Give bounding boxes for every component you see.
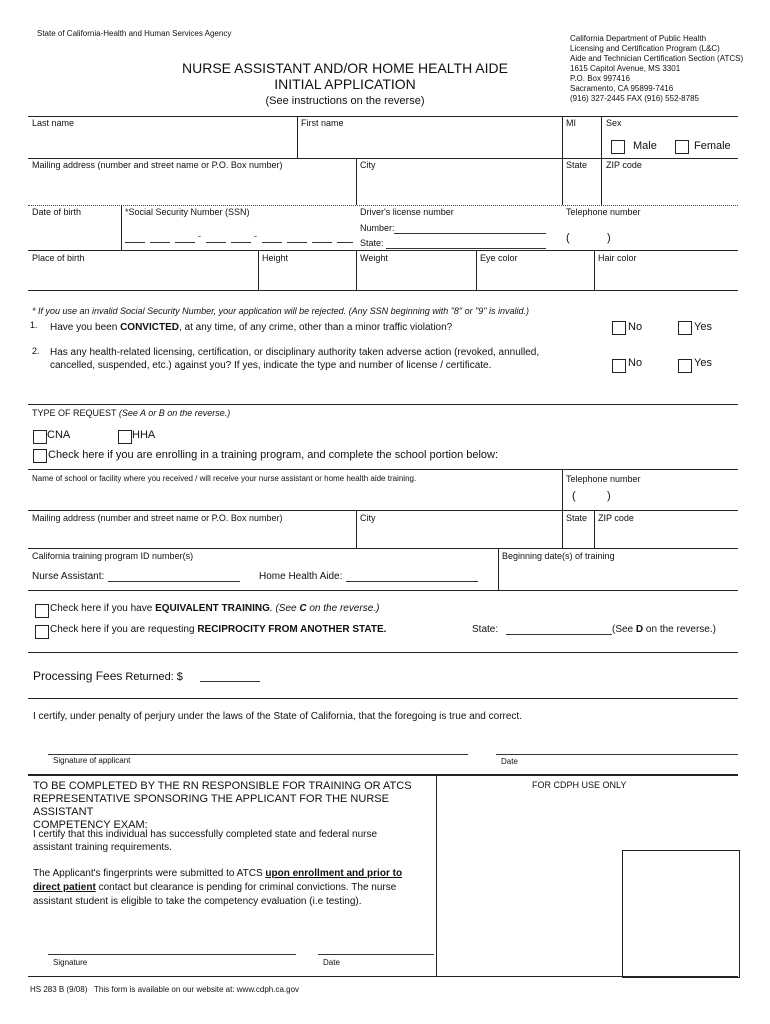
rule bbox=[28, 205, 738, 206]
school-phone-label: Telephone number bbox=[566, 474, 641, 484]
q1-text: Have you been CONVICTED, at any time, of any crime, other than a minor traffic violation? bbox=[50, 322, 453, 333]
ssn-digit[interactable] bbox=[262, 242, 282, 243]
rn-date-label: Date bbox=[323, 958, 340, 967]
reciprocity-state-field[interactable] bbox=[506, 634, 612, 635]
phone-paren-close: ) bbox=[607, 232, 611, 244]
ssn-digit[interactable] bbox=[337, 242, 353, 243]
fingerprint-statement: The Applicant's fingerprints were submitted to ATCS upon enrollment and prior to direct patient contact but clearance is pending for criminal convictions. The nurse assistant student is eligible to take the competency evaluation (i.e testing). bbox=[33, 868, 403, 907]
dl-label: Driver's license number bbox=[360, 207, 454, 217]
school-phone-paren-open: ( bbox=[572, 490, 576, 502]
phone-label: Telephone number bbox=[566, 207, 641, 217]
rn-signature-field[interactable] bbox=[48, 954, 296, 955]
q2-number: 2. bbox=[32, 346, 40, 356]
divider bbox=[356, 510, 357, 548]
divider bbox=[594, 510, 595, 548]
rule bbox=[28, 976, 738, 977]
rule bbox=[28, 404, 738, 405]
ssn-label: *Social Security Number (SSN) bbox=[125, 207, 250, 217]
school-phone-paren-close: ) bbox=[607, 490, 611, 502]
reciprocity-state-label: State: bbox=[472, 624, 499, 635]
dept-address: California Department of Public Health Licensing and Certification Program (L&C) Aide and Technician Certification Section (ATCS) 1615 Capitol Avenue, MS 3301 P.O. Box 997416 Sacramento, CA 95899-7416 (916) 327-2445 FAX (916) 552-8785 bbox=[570, 34, 744, 103]
rn-date-field[interactable] bbox=[318, 954, 434, 955]
q2-yes-checkbox[interactable] bbox=[678, 359, 692, 373]
q1-no-label: No bbox=[628, 321, 643, 333]
equivalent-checkbox[interactable] bbox=[35, 604, 49, 618]
rn-heading: TO BE COMPLETED BY THE RN RESPONSIBLE FOR TRAINING OR ATCS REPRESENTATIVE SPONSORING THE APPLICANT FOR THE NURSE ASSISTANT COMPETENCY EXAM: bbox=[33, 780, 412, 831]
q1-number: 1. bbox=[30, 320, 38, 330]
school-state-label: State bbox=[566, 513, 588, 523]
divider bbox=[476, 250, 477, 290]
cna-checkbox[interactable] bbox=[33, 430, 47, 444]
ssn-digit[interactable] bbox=[175, 242, 195, 243]
certify-statement: I certify, under penalty of perjury under the laws of the State of California, that the foregoing is true and correct. bbox=[33, 711, 522, 722]
rule bbox=[28, 116, 738, 117]
q1-no-checkbox[interactable] bbox=[612, 321, 626, 335]
school-name-label: Name of school or facility where you received / will receive your nurse assistant or home health aide training. bbox=[32, 474, 417, 483]
hha-id-label: Home Health Aide: bbox=[259, 571, 343, 582]
rule bbox=[28, 698, 738, 699]
reciprocity-label: Check here if you are requesting RECIPROCITY FROM ANOTHER STATE. bbox=[50, 624, 387, 635]
subtitle: (See instructions on the reverse) bbox=[265, 95, 425, 107]
dl-state-field[interactable] bbox=[386, 248, 546, 249]
eye-label: Eye color bbox=[480, 253, 518, 263]
rule bbox=[28, 250, 738, 251]
ssn-digit[interactable] bbox=[125, 242, 145, 243]
ssn-dash: - bbox=[254, 231, 257, 241]
female-label: Female bbox=[694, 140, 731, 152]
divider bbox=[436, 774, 437, 976]
school-mailing-label: Mailing address (number and street name or P.O. Box number) bbox=[32, 513, 283, 523]
ssn-dash: - bbox=[198, 231, 201, 241]
footer: HS 283 B (9/08) This form is available on our website at: www.cdph.ca.gov bbox=[30, 985, 300, 994]
rule bbox=[28, 652, 738, 653]
hha-checkbox[interactable] bbox=[118, 430, 132, 444]
pob-label: Place of birth bbox=[32, 253, 85, 263]
cdph-stamp-box bbox=[622, 850, 740, 978]
first-name-label: First name bbox=[301, 118, 344, 128]
divider bbox=[258, 250, 259, 290]
rule bbox=[28, 469, 738, 470]
hha-id-field[interactable] bbox=[346, 581, 478, 582]
rn-signature-label: Signature bbox=[53, 958, 88, 967]
divider bbox=[121, 205, 122, 250]
rn-certify: I certify that this individual has successfully completed state and federal nurse assistant training requirements. bbox=[33, 829, 378, 853]
ssn-warning: * If you use an invalid Social Security Number, your application will be rejected. (Any SSN beginning with "8" or "9" is invalid.) bbox=[32, 306, 530, 316]
applicant-signature-field[interactable] bbox=[48, 754, 468, 755]
cdph-use-only: FOR CDPH USE ONLY bbox=[532, 780, 627, 790]
dl-number-label: Number: bbox=[360, 223, 395, 233]
rule bbox=[28, 290, 738, 291]
dl-state-label: State: bbox=[360, 238, 384, 248]
city-label: City bbox=[360, 160, 376, 170]
divider bbox=[498, 548, 499, 590]
ssn-digit[interactable] bbox=[312, 242, 332, 243]
applicant-signature-label: Signature of applicant bbox=[53, 756, 131, 765]
q2-yes-label: Yes bbox=[694, 357, 712, 369]
rule bbox=[28, 548, 738, 549]
training-checkbox[interactable] bbox=[33, 449, 47, 463]
divider bbox=[562, 469, 563, 510]
fees-amount-field[interactable] bbox=[200, 681, 260, 682]
male-label: Male bbox=[633, 140, 657, 152]
mailing-label: Mailing address (number and street name or P.O. Box number) bbox=[32, 160, 283, 170]
ssn-digit[interactable] bbox=[206, 242, 226, 243]
hha-label: HHA bbox=[132, 429, 156, 441]
q2-no-label: No bbox=[628, 357, 643, 369]
weight-label: Weight bbox=[360, 253, 388, 263]
rule bbox=[28, 590, 738, 591]
agency-name: State of California-Health and Human Services Agency bbox=[37, 29, 232, 38]
divider bbox=[356, 250, 357, 290]
ssn-digit[interactable] bbox=[287, 242, 307, 243]
reciprocity-see: (See D on the reverse.) bbox=[612, 624, 716, 635]
nurse-assistant-label: Nurse Assistant: bbox=[32, 571, 105, 582]
nurse-assistant-id-field[interactable] bbox=[108, 581, 240, 582]
dl-number-field[interactable] bbox=[394, 233, 546, 234]
rule bbox=[28, 774, 738, 776]
dob-label: Date of birth bbox=[32, 207, 82, 217]
divider bbox=[562, 116, 563, 205]
applicant-date-label: Date bbox=[501, 757, 518, 766]
program-ids-label: California training program ID number(s) bbox=[32, 551, 194, 561]
last-name-label: Last name bbox=[32, 118, 75, 128]
training-check-label: Check here if you are enrolling in a training program, and complete the school portion below: bbox=[48, 449, 499, 461]
zip-label: ZIP code bbox=[606, 160, 642, 170]
processing-fees: Processing Fees Returned: $ bbox=[33, 669, 183, 683]
form-title: NURSE ASSISTANT AND/OR HOME HEALTH AIDE INITIAL APPLICATION bbox=[182, 60, 508, 92]
rule bbox=[28, 158, 738, 159]
divider bbox=[562, 510, 563, 548]
hair-label: Hair color bbox=[598, 253, 637, 263]
q2-no-checkbox[interactable] bbox=[612, 359, 626, 373]
divider bbox=[601, 116, 602, 205]
height-label: Height bbox=[262, 253, 289, 263]
begin-dates-label: Beginning date(s) of training bbox=[502, 551, 615, 561]
female-checkbox[interactable] bbox=[675, 140, 689, 154]
ssn-digit[interactable] bbox=[150, 242, 170, 243]
state-label: State bbox=[566, 160, 588, 170]
divider bbox=[356, 158, 357, 205]
q1-yes-checkbox[interactable] bbox=[678, 321, 692, 335]
q1-yes-label: Yes bbox=[694, 321, 712, 333]
q2-text: Has any health-related licensing, certification, or disciplinary authority taken adverse action (revoked, annulled, cancelled, suspended, etc.) against you? If yes, indicate the type and number of license / certificate. bbox=[50, 347, 540, 371]
phone-paren-open: ( bbox=[566, 232, 570, 244]
sex-label: Sex bbox=[606, 118, 622, 128]
mi-label: MI bbox=[566, 118, 576, 128]
male-checkbox[interactable] bbox=[611, 140, 625, 154]
school-zip-label: ZIP code bbox=[598, 513, 634, 523]
reciprocity-checkbox[interactable] bbox=[35, 625, 49, 639]
ssn-digit[interactable] bbox=[231, 242, 251, 243]
rule bbox=[28, 510, 738, 511]
divider bbox=[594, 250, 595, 290]
applicant-date-field[interactable] bbox=[496, 754, 738, 755]
school-city-label: City bbox=[360, 513, 376, 523]
divider bbox=[297, 116, 298, 158]
cna-label: CNA bbox=[47, 429, 71, 441]
equivalent-label: Check here if you have EQUIVALENT TRAINING. (See C on the reverse.) bbox=[50, 603, 380, 614]
type-of-request: TYPE OF REQUEST (See A or B on the reverse.) bbox=[32, 408, 231, 418]
